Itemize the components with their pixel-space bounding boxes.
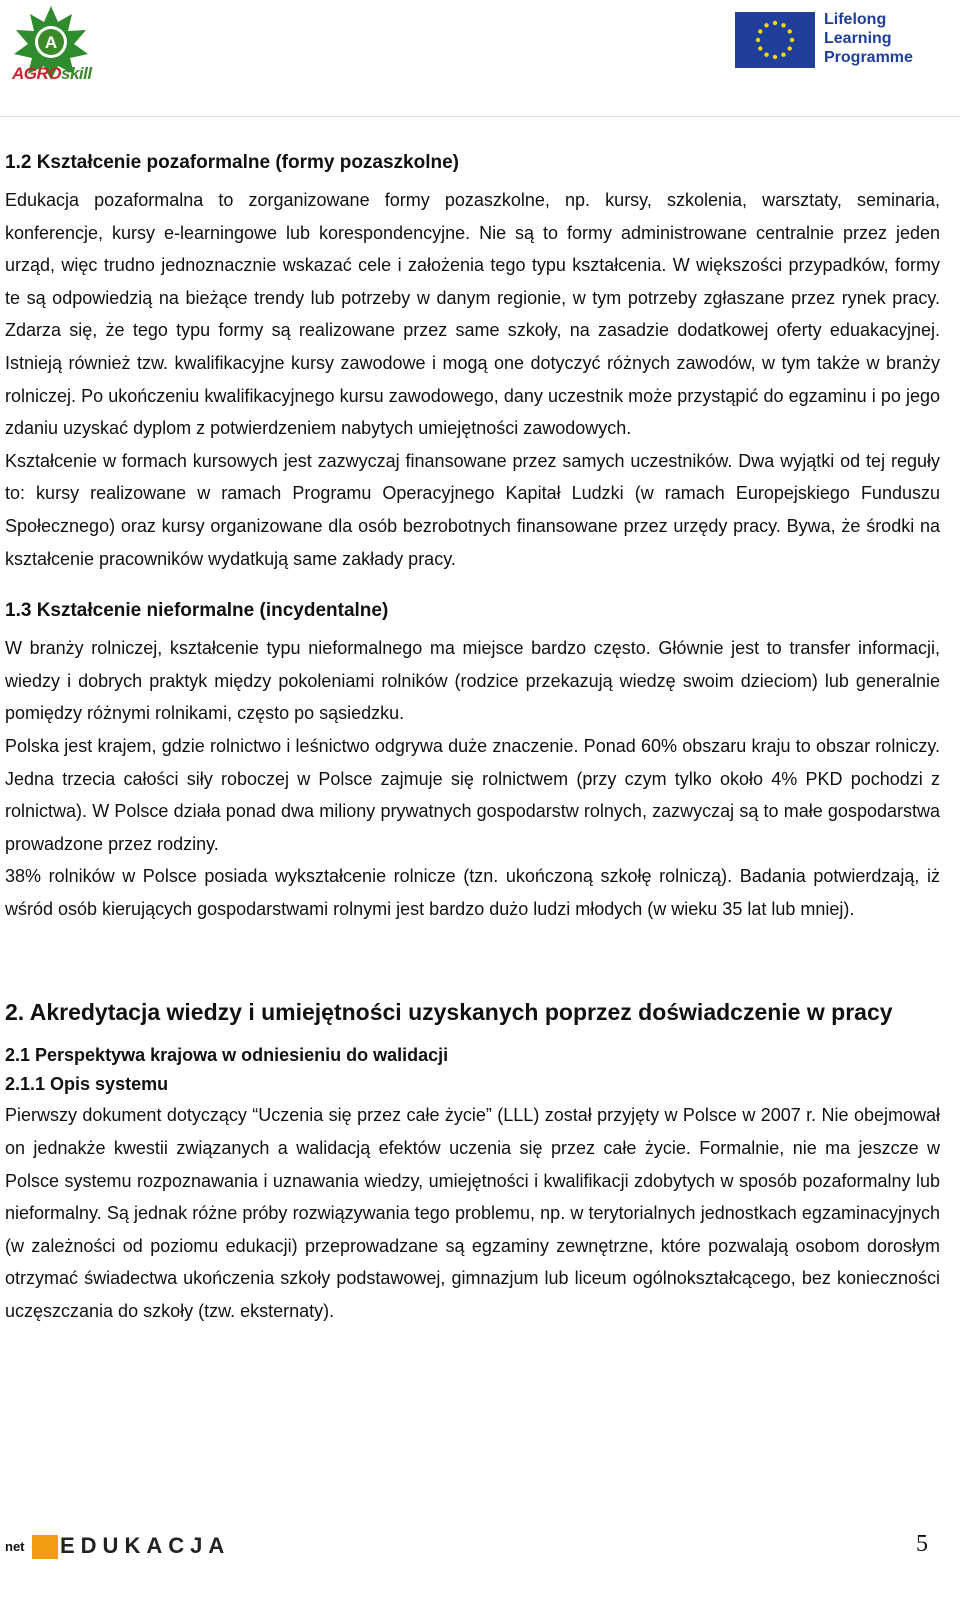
document-body [5, 148, 940, 1328]
paragraph: Pierwszy dokument dotyczący “Uczenia się przez całe życie” (LLL) został przyjęty w Polsce w 2007 r. Nie obejmował on jednakże kwestii związanych a walidacją efektów uczenia się przez całe życie. Formalnie, nie ma jeszcze w Polsce systemu rozpoznawania i uznawania wiedzy, umiejętności i kwalifikacji zdobytych w sposób pozaformalny lub nieformalny. Są jednak różne próby rozwiązywania tego problemu, np. w terytorialnych jednostkach egzaminacyjnych (w zależności od poziomu edukacji) przeprowadzane są egzaminy zewnętrzne, które pozwalają osobom dorosłym otrzymać świadectwa ukończenia szkoły podstawowej, gimnazjum lub liceum ogólnokształcącego, bez konieczności uczęszczania do szkoły (tzw. eksternaty). [5, 1105, 940, 1322]
netedukacja-logo [5, 1533, 280, 1561]
section-heading-2-1: 2.1 Perspektywa krajowa w odniesieniu do walidacji [5, 1045, 449, 1066]
paragraph: Edukacja pozaformalna to zorganizowane formy pozaszkolne, np. kursy, szkolenia, warsztaty, seminaria, konferencje, kursy e-learningowe lub korespondencyjne. Nie są to formy administrowane centralnie przez jeden urząd, więc trudno jednoznacznie wskazać cele i założenia tego typu kształcenia. W większości przypadków, formy te są odpowiedzią na bieżące trendy lub potrzeby w danym regionie, w tym potrzeby zgłaszane przez rynek pracy. Zdarza się, że tego typu formy są realizowane przez same szkoły, na zasadzie dodatkowej oferty eduakacyjnej. Istnieją również tzw. kwalifikacyjne kursy zawodowe i mogą one dotyczyć różnych zawodów, w tym także w branży rolniczej. Po ukończeniu kwalifikacyjnego kursu zawodowego, dany uczestnik może przystąpić do egzaminu i po jego zdaniu uzyskać dyplom z potwierdzeniem nabytych umiejętności zawodowych. [5, 190, 940, 439]
lifelong-learning-programme-logo [824, 10, 913, 67]
netedukacja-orange-box-icon [32, 1535, 58, 1559]
eu-star-icon [756, 38, 760, 42]
eu-star-icon [764, 53, 768, 57]
eu-star-icon [788, 29, 792, 33]
skill-wordmark-part: skill [61, 64, 92, 83]
eu-star-icon [758, 46, 762, 50]
paragraph: Kształcenie w formach kursowych jest zazwyczaj finansowane przez samych uczestników. Dwa wyjątki od tej reguły to: kursy realizowane w ramach Programu Operacyjnego Kapitał Ludzki (w ramach Europejskiego Funduszu Społecznego) oraz kursy organizowane dla osób bezrobotnych finansowane przez urzędy pracy. Bywa, że środki na kształcenie pracowników wydatkują same zakłady pracy. [5, 450, 940, 569]
netedukacja-word: EDUKACJA [60, 1533, 231, 1558]
svg-text:A: A [44, 33, 58, 52]
paragraph: 38% rolników w Polsce posiada wykształcenie rolnicze (tzn. ukończoną szkołę rolniczą). Badania potwierdzają, iż wśród osób kierujących gospodarstwami rolnymi jest bardzo dużo ludzi młodych (w wieku 35 lat lub mniej). [5, 866, 940, 919]
llp-line: Learning [824, 30, 892, 47]
eu-star-icon [758, 29, 762, 33]
llp-line: Programme [824, 49, 913, 66]
paragraph: W branży rolniczej, kształcenie typu nieformalnego ma miejsce bardzo często. Głównie jest to transfer informacji, wiedzy i dobrych praktyk między pokoleniami rolników (rodzice przekazują wiedzę swoim dzieciom) lub generalnie pomiędzy różnymi rolnikami, często po sąsiedzku. [5, 638, 940, 724]
eu-star-icon [781, 53, 785, 57]
header-divider [0, 116, 960, 117]
eu-star-icon [790, 38, 794, 42]
agroskill-wordmark [12, 64, 92, 84]
eu-star-icon [788, 46, 792, 50]
agro-wordmark-part: AGRO [12, 64, 61, 83]
page-number: 5 [916, 1531, 928, 1557]
eu-star-icon [764, 23, 768, 27]
eu-star-icon [773, 21, 777, 25]
llp-line: Lifelong [824, 11, 887, 28]
section-heading-1-3: 1.3 Kształcenie nieformalne (incydentalne) [5, 600, 389, 622]
netedukacja-prefix: net [5, 1539, 25, 1554]
section-heading-1-2: 1.2 Kształcenie pozaformalne (formy pozaszkolne) [5, 152, 460, 173]
chapter-2-title: 2. Akredytacja wiedzy i umiejętności uzyskanych poprzez doświadczenie w pracy [5, 999, 893, 1026]
page-header [0, 0, 960, 110]
eu-flag-icon [735, 12, 815, 68]
paragraph: Polska jest krajem, gdzie rolnictwo i leśnictwo odgrywa duże znaczenie. Ponad 60% obszaru kraju to obszar rolniczy. Jedna trzecia całości siły roboczej w Polsce zajmuje się rolnictwem (przy czym tylko około 4% PKD pochodzi z rolnictwa). W Polsce działa ponad dwa miliony prywatnych gospodarstw rolnych, zazwyczaj są to małe gospodarstwa prowadzone przez rodziny. [5, 735, 940, 854]
eu-star-icon [781, 23, 785, 27]
section-heading-2-1-1: 2.1.1 Opis systemu [5, 1074, 169, 1095]
eu-star-icon [773, 55, 777, 59]
